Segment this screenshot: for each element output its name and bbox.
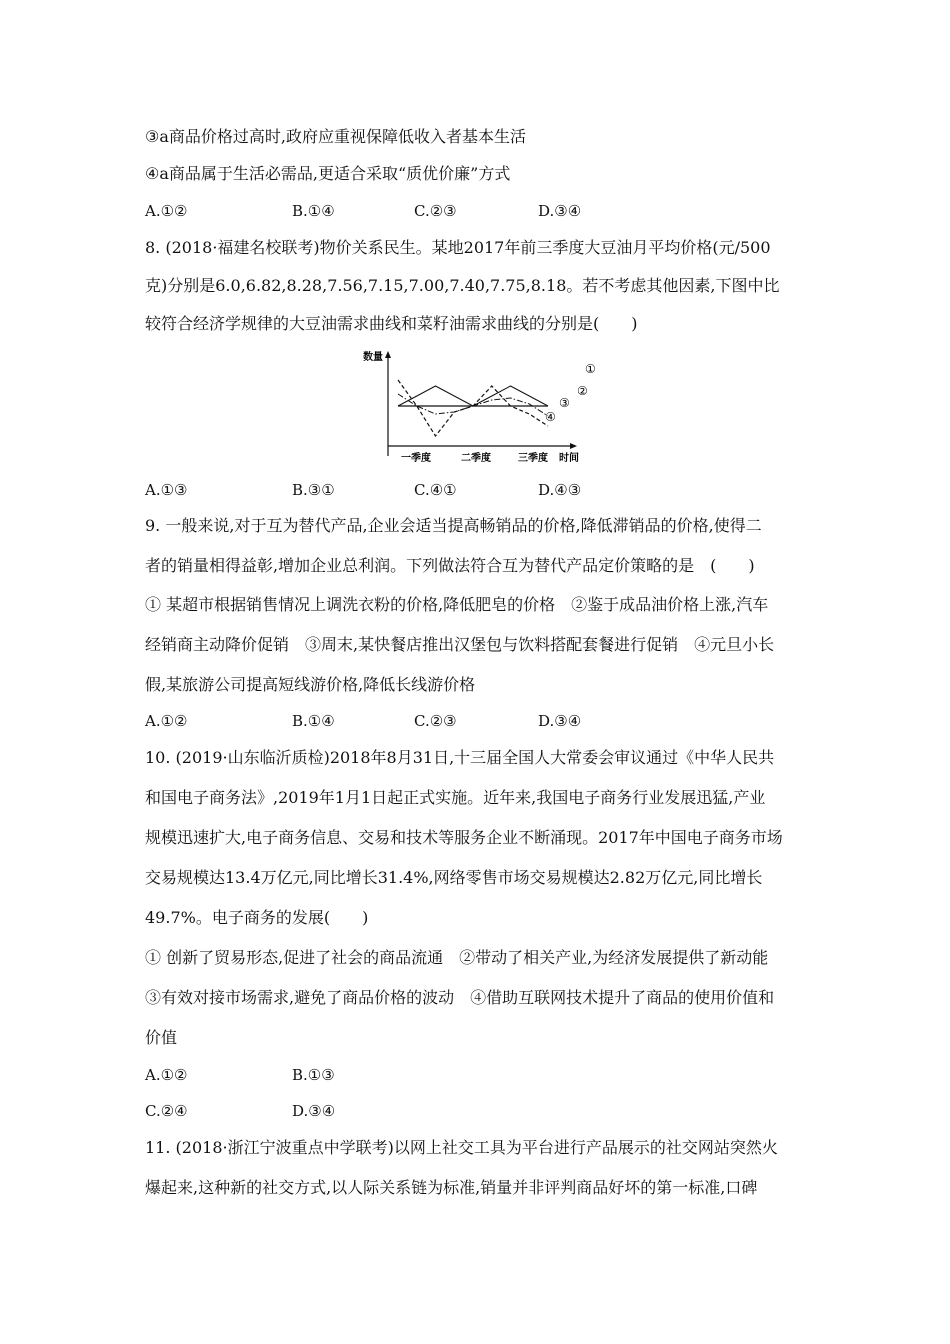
q9-option-d: D.③④ [538, 712, 582, 730]
x-tick-label-2: 二季度 [461, 453, 491, 464]
q9-stem-line-2: 者的销量相得益彰,增加企业总利润。下列做法符合互为替代产品定价策略的是 ( ) [145, 556, 755, 575]
q8-option-c: C.④① [414, 481, 457, 499]
q8-option-d: D.④③ [538, 481, 582, 499]
q10-stem-line-8: 价值 [145, 1028, 178, 1047]
q10-stem-line-6: ① 创新了贸易形态,促进了社会的商品流通 ②带动了相关产业,为经济发展提供了新动能 [145, 948, 769, 967]
q8-stem-line-3: 较符合经济学规律的大豆油需求曲线和菜籽油需求曲线的分别是( ) [145, 314, 638, 333]
q9-stem-line-3: ① 某超市根据销售情况上调洗衣粉的价格,降低肥皂的价格 ②鉴于成品油价格上涨,汽车 [145, 595, 769, 614]
demand-curve-chart [355, 348, 605, 468]
q10-stem-line-1: 10. (2019·山东临沂质检)2018年8月31日,十三届全国人大常委会审议通过《中华人民共 [145, 748, 775, 767]
series-label-3: ③ [559, 396, 570, 410]
q9-option-a: A.①② [145, 712, 188, 730]
y-axis-label: 数量 [363, 352, 383, 363]
q10-stem-line-7: ③有效对接市场需求,避免了商品价格的波动 ④借助互联网技术提升了商品的使用价值和 [145, 988, 775, 1007]
q8-option-b: B.③① [292, 481, 335, 499]
q7-option-c: C.②③ [414, 202, 457, 220]
q8-stem-line-2: 克)分别是6.0,6.82,8.28,7.56,7.15,7.00,7.40,7.75,8.18。若不考虑其他因素,下图中比 [145, 276, 780, 295]
q7-option-b: B.①④ [292, 202, 335, 220]
x-tick-label-3: 三季度 [518, 453, 548, 464]
q8-stem-line-1: 8. (2018·福建名校联考)物价关系民生。某地2017年前三季度大豆油月平均价格(元/500 [145, 238, 771, 257]
q11-stem-line-2: 爆起来,这种新的社交方式,以人际关系链为标准,销量并非评判商品好坏的第一标准,口碑 [145, 1178, 758, 1197]
q10-stem-line-5: 49.7%。电子商务的发展( ) [145, 908, 369, 927]
q10-option-a: A.①② [145, 1066, 188, 1084]
y-axis-arrow [385, 351, 391, 358]
q10-stem-line-2: 和国电子商务法》,2019年1月1日起正式实施。近年来,我国电子商务行业发展迅猛,产业 [145, 788, 766, 807]
series-label-1: ① [585, 362, 596, 376]
q9-option-b: B.①④ [292, 712, 335, 730]
q9-stem-line-5: 假,某旅游公司提高短线游价格,降低长线游价格 [145, 675, 476, 694]
q10-stem-line-3: 规模迅速扩大,电子商务信息、交易和技术等服务企业不断涌现。2017年中国电子商务市场 [145, 828, 783, 847]
q10-option-d: D.③④ [292, 1102, 336, 1120]
x-tick-label-1: 一季度 [401, 453, 431, 464]
q10-stem-line-4: 交易规模达13.4万亿元,同比增长31.4%,网络零售市场交易规模达2.82万亿元,同比增长 [145, 868, 763, 887]
q8-option-a: A.①③ [145, 481, 188, 499]
q9-option-c: C.②③ [414, 712, 457, 730]
q9-stem-line-1: 9. 一般来说,对于互为替代产品,企业会适当提高畅销品的价格,降低滞销品的价格,使得二 [145, 516, 762, 535]
q7-item-3: ③a商品价格过高时,政府应重视保障低收入者基本生活 [145, 127, 526, 146]
q7-option-a: A.①② [145, 202, 188, 220]
series-label-4: ④ [545, 410, 556, 424]
q7-item-4: ④a商品属于生活必需品,更适合采取“质优价廉”方式 [145, 164, 511, 183]
q10-option-b: B.①③ [292, 1066, 335, 1084]
x-axis-arrow [570, 443, 577, 449]
q7-option-d: D.③④ [538, 202, 582, 220]
q11-stem-line-1: 11. (2018·浙江宁波重点中学联考)以网上社交工具为平台进行产品展示的社交网站突然火 [145, 1138, 778, 1157]
x-axis-label: 时间 [559, 453, 579, 464]
q10-option-c: C.②④ [145, 1102, 188, 1120]
q9-stem-line-4: 经销商主动降价促销 ③周末,某快餐店推出汉堡包与饮料搭配套餐进行促销 ④元旦小长 [145, 635, 775, 654]
series-label-2: ② [577, 384, 588, 398]
